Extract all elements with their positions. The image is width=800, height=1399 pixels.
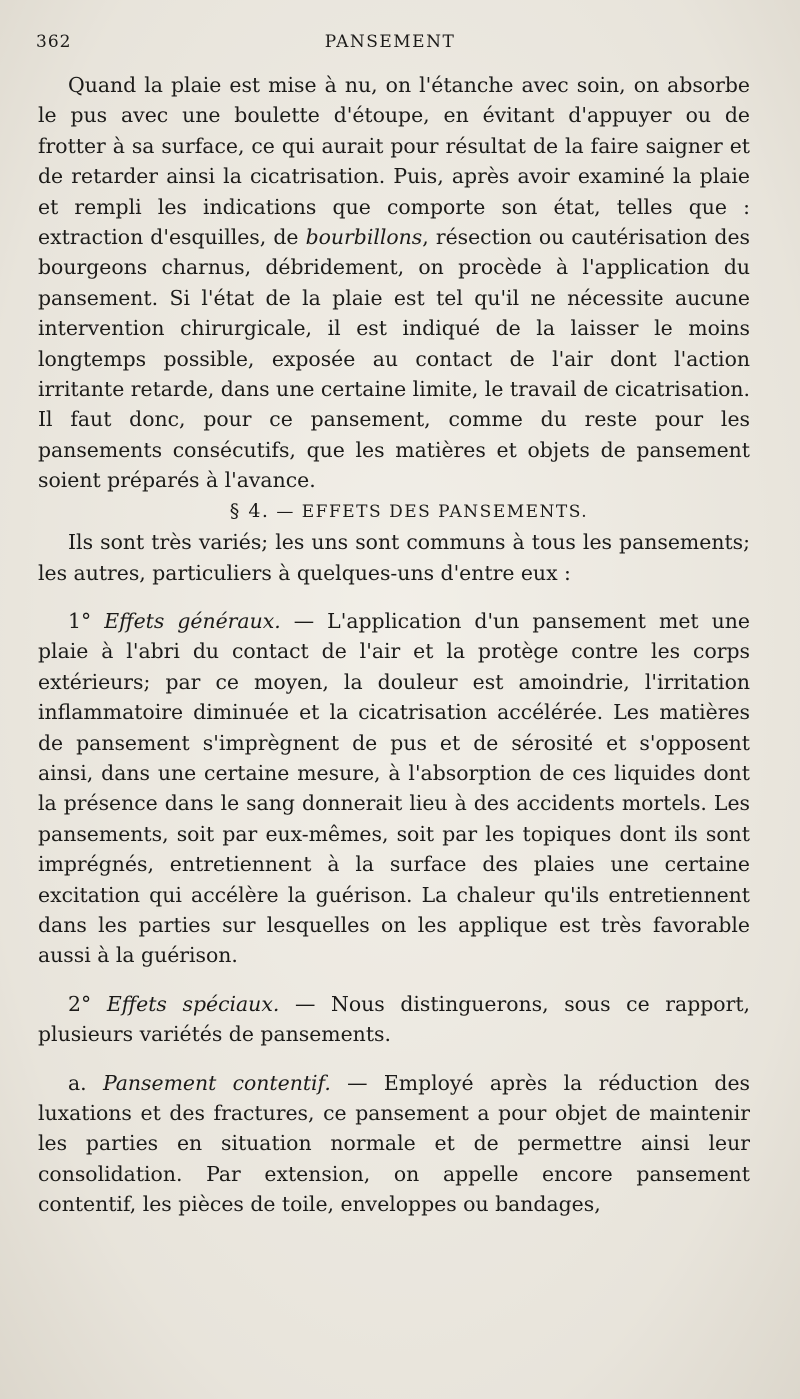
section-title: EFFETS DES PANSEMENTS. xyxy=(301,501,589,522)
contentive-text: — Employé après la réduction des luxations et des fractures, ce pansement a pour objet de maintenir les parties en situation normale et de permettre ainsi leur consolidation. Par extension, on appelle encore pansement contentif, les pièces de toile, enveloppes ou bandages, xyxy=(38,1070,751,1217)
section-dash: — xyxy=(276,501,295,522)
body-text xyxy=(38,70,750,1220)
paragraph-effects-intro: Ils sont très variés; les uns sont communs à tous les pansements; les autres, particuliers à quelques-uns d'entre eux : xyxy=(38,530,750,585)
paragraph-1-text: Quand la plaie est mise à nu, on l'étanche avec soin, on absorbe le pus avec une boulette d'étoupe, en évitant d'appuyer ou de frotter à sa surface, ce qui aurait pour résultat de la faire saigner et de retarder ainsi la cicatrisation. Puis, après avoir examiné la plaie et rempli les indications que comporte son état, telles que : extraction d'esquilles, de xyxy=(38,73,750,250)
paragraph-wound-cleaning xyxy=(38,70,750,496)
special-effects-label: 2° xyxy=(68,991,107,1016)
section-number: § 4. xyxy=(229,499,270,522)
running-head: PANSEMENT xyxy=(324,32,456,52)
general-effects-label: 1° xyxy=(68,608,105,633)
section-heading xyxy=(38,496,750,527)
contentive-title: Pansement contentif. xyxy=(102,1070,331,1095)
paragraph-contentive-dressing xyxy=(38,1068,750,1220)
general-effects-text: — L'application d'un pansement met une plaie à l'abri du contact de l'air et la protège contre les corps extérieurs; par ce moyen, la douleur est amoindrie, l'irritation inflammatoire diminuée et la cicatrisation accélérée. Les matières de pansement s'imprègnent de pus et de sérosité et s'opposent ainsi, dans une certaine mesure, à l'absorption de ces liquides dont la présence dans le sang donnerait lieu à des accidents mortels. Les pansements, soit par eux-mêmes, soit par les topiques dont ils sont imprégnés, entretiennent à la surface des plaies une certaine excitation qui accélère la guérison. La chaleur qu'ils entretiennent dans les parties sur lesquelles on les applique est très favorable aussi à la guérison. xyxy=(38,608,750,968)
paragraph-general-effects xyxy=(38,606,750,971)
general-effects-title: Effets généraux. xyxy=(104,608,281,633)
special-effects-text: — Nous distinguerons, sous ce rapport, plusieurs variétés de pansements. xyxy=(38,991,750,1047)
paragraph-special-effects xyxy=(38,989,750,1050)
paragraph-1-italic-term: bourbillons xyxy=(305,225,423,250)
page-number: 362 xyxy=(36,32,72,52)
special-effects-title: Effets spéciaux. xyxy=(106,991,280,1016)
contentive-label: a. xyxy=(68,1070,103,1095)
paragraph-1-text-rest: , résection ou cautérisation des bourgeons charnus, débridement, on procède à l'application du pansement. Si l'état de la plaie est tel qu'il ne nécessite aucune intervention chirurgicale, il est indiqué de la laisser le moins longtemps possible, exposée au contact de l'air dont l'action irritante retarde, dans une certaine limite, le travail de cicatrisation. Il faut donc, pour ce pansement, comme du reste pour les pansements consécutifs, que les matières et objets de pansement soient préparés à l'avance. xyxy=(38,225,750,493)
page-header xyxy=(36,30,744,58)
